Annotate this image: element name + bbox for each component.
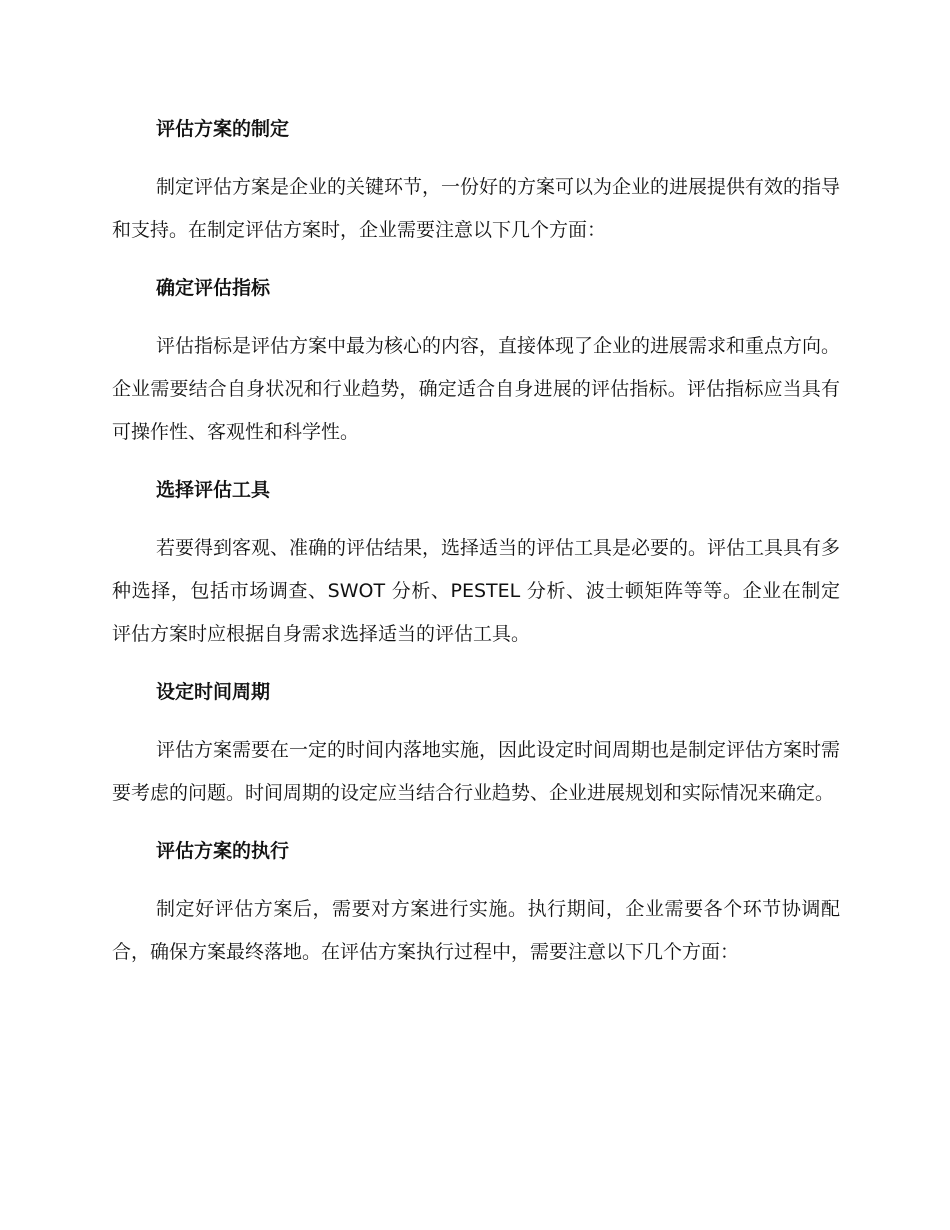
section-heading-time-period: 设定时间周期: [156, 681, 271, 703]
paragraph-tools: 若要得到客观、准确的评估结果，选择适当的评估工具是必要的。评估工具具有多种选择，包括市场调查、SWOT 分析、PESTEL 分析、波士顿矩阵等等。企业在制定评估方案时应根据自身需求选择适当的评估工具。: [112, 537, 841, 645]
paragraph-indicators: 评估指标是评估方案中最为核心的内容，直接体现了企业的进展需求和重点方向。企业需要结合自身状况和行业趋势，确定适合自身进展的评估指标。评估指标应当具有可操作性、客观性和科学性。: [112, 335, 841, 443]
paragraph-time-period: 评估方案需要在一定的时间内落地实施，因此设定时间周期也是制定评估方案时需要考虑的问题。时间周期的设定应当结合行业趋势、企业进展规划和实际情况来确定。: [112, 739, 841, 804]
document-page: [112, 108, 840, 974]
paragraph-plan-making: 制定评估方案是企业的关键环节，一份好的方案可以为企业的进展提供有效的指导和支持。在制定评估方案时，企业需要注意以下几个方面：: [112, 176, 841, 241]
section-heading-indicators: 确定评估指标: [156, 277, 271, 299]
section-heading-plan-making: 评估方案的制定: [156, 118, 290, 140]
section-heading-execution: 评估方案的执行: [156, 840, 290, 862]
paragraph-execution: 制定好评估方案后，需要对方案进行实施。执行期间，企业需要各个环节协调配合，确保方案最终落地。在评估方案执行过程中，需要注意以下几个方面：: [112, 898, 840, 963]
section-heading-tools: 选择评估工具: [156, 479, 271, 501]
